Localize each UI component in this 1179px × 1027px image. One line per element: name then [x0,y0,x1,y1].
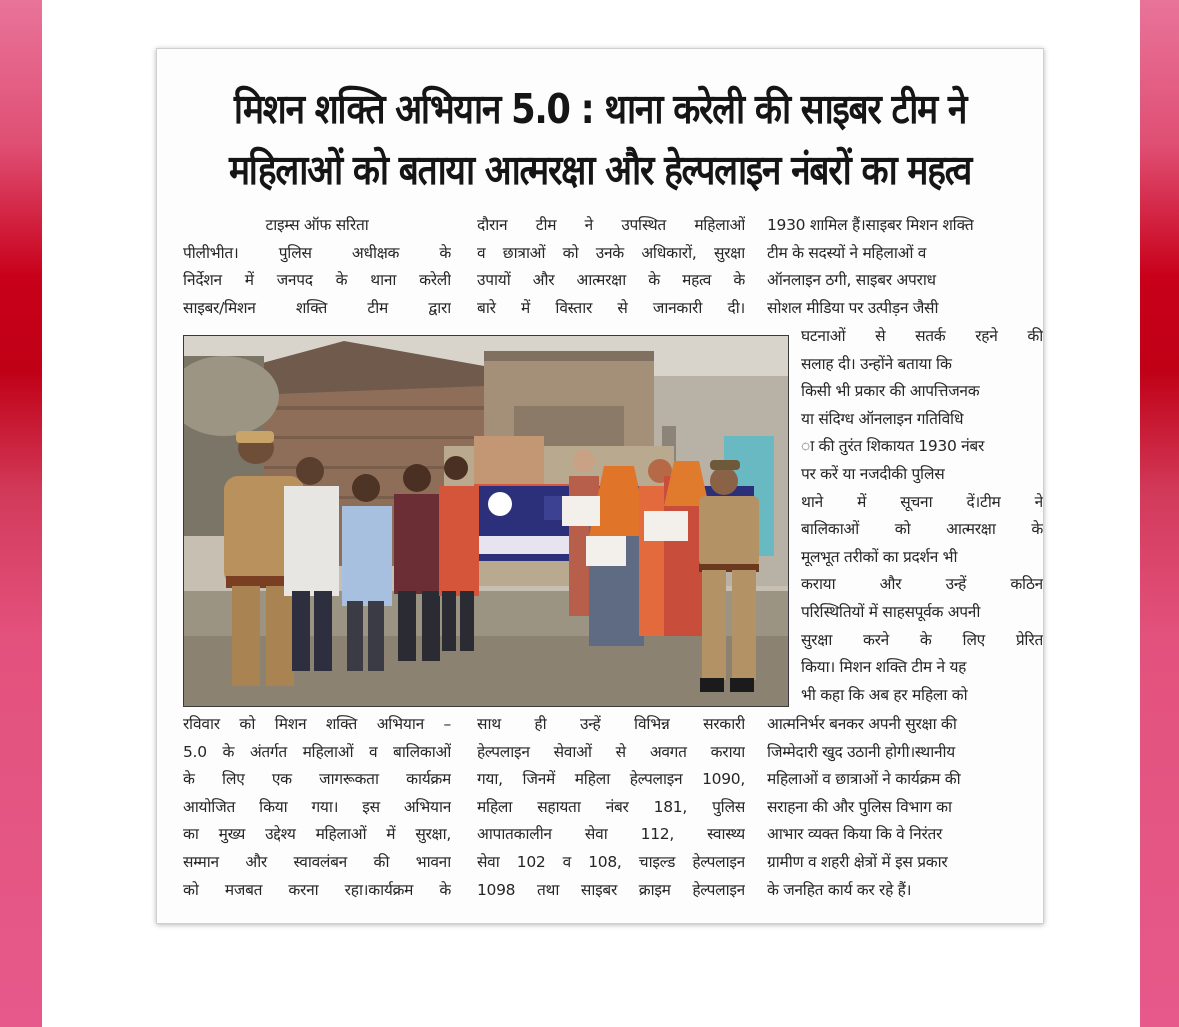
column-3-middle [801,323,1043,711]
text-line: टीम के सदस्यों ने महिलाओं व [767,243,927,262]
column-3-top [767,212,1043,324]
police-team-with-villagers-photo [184,336,788,706]
text-line: सराहना की और पुलिस विभाग का [767,797,952,816]
text-line: साइबर/मिशन शक्ति टीम द्वारा [183,298,451,317]
text-line: ग्रामीण व शहरी क्षेत्रों में इस प्रकार [767,852,948,871]
headline-line-1: मिशन शक्ति अभियान 5.0 : थाना करेली की साइबर टीम ने [233,85,967,133]
byline: टाइम्स ऑफ सरिता [265,216,369,234]
headline-line-2: महिलाओं को बताया आत्मरक्षा और हेल्पलाइन नंबरों का महत्व [228,146,972,194]
text-line: बालिकाओं को आत्मरक्षा के [801,520,1043,539]
text-line: को मजबत करना रहा।कार्यक्रम के [183,880,451,899]
text-line: निर्देशन में जनपद के थाना करेली [183,271,451,290]
text-line: पीलीभीत। पुलिस अधीक्षक के [183,243,451,262]
text-line: किया। मिशन शक्ति टीम ने यह [801,658,967,677]
text-line: गया, जिनमें महिला हेल्पलाइन 1090, [477,770,745,789]
text-line: व छात्राओं को उनके अधिकारों, सुरक्षा [477,243,745,262]
text-line: महिला सहायता नंबर 181, पुलिस [477,797,745,816]
news-photo [183,335,789,707]
text-line: आभार व्यक्त किया कि वे निरंतर [767,825,943,844]
column-3-bottom [767,711,1043,923]
text-line: का मुख्य उद्देश्य महिलाओं में सुरक्षा, [183,825,451,844]
text-line: आत्मनिर्भर बनकर अपनी सुरक्षा की [767,715,957,733]
text-line: आपातकालीन सेवा 112, स्वास्थ्य [477,825,745,844]
text-line: दौरान टीम ने उपस्थित महिलाओं [477,216,745,234]
text-line: भी कहा कि अब हर महिला को [801,685,968,704]
text-line: सलाह दी। उन्होंने बताया कि [801,354,952,373]
text-line: थाने में सूचना दें।टीम ने [801,492,1043,511]
text-line: 1098 तथा साइबर क्राइम हेल्पलाइन [477,880,745,899]
column-1-top [183,212,451,324]
text-line: जिम्मेदारी खुद उठानी होगी।स्थानीय [767,742,955,761]
text-line: के लिए एक जागरूकता कार्यक्रम [183,770,451,789]
text-line: सुरक्षा करने के लिए प्रेरित [801,630,1043,649]
column-2-top [477,212,745,324]
text-line: 5.0 के अंतर्गत महिलाओं व बालिकाओं [183,742,451,761]
text-line: 1930 शामिल हैं।साइबर मिशन शक्ति [767,216,974,234]
text-line: आयोजित किया गया। इस अभियान [183,797,451,816]
text-line: हेल्पलाइन सेवाओं से अवगत कराया [477,742,745,761]
text-line: ा की तुरंत शिकायत 1930 नंबर [801,437,985,456]
text-line: सेवा 102 व 108, चाइल्ड हेल्पलाइन [477,852,745,871]
text-line: सम्मान और स्वावलंबन की भावना [183,852,451,871]
text-line: कराया और उन्हें कठिन [801,575,1043,594]
text-line: रविवार को मिशन शक्ति अभियान – [183,715,451,733]
text-line: के जनहित कार्य कर रहे हैं। [767,880,912,899]
column-2-bottom [477,711,745,923]
article-headline [157,79,1043,201]
text-line: किसी भी प्रकार की आपत्तिजनक [801,382,980,401]
text-line: बारे में विस्तार से जानकारी दी। [477,298,745,317]
text-line: सोशल मीडिया पर उत्पीड़न जैसी [767,298,939,317]
column-1-bottom [183,711,451,923]
text-line: महिलाओं व छात्राओं ने कार्यक्रम की [767,770,961,789]
text-line: परिस्थितियों में साहसपूर्वक अपनी [801,602,981,621]
text-line: उपायों और आत्मरक्षा के महत्व के [477,271,745,290]
newspaper-clipping [156,48,1044,924]
text-line: घटनाओं से सतर्क रहने की [801,327,1043,345]
text-line: पर करें या नजदीकी पुलिस [801,464,945,483]
text-line: मूलभूत तरीकों का प्रदर्शन भी [801,547,958,566]
text-line: साथ ही उन्हें विभिन्न सरकारी [477,715,745,733]
text-line: ऑनलाइन ठगी, साइबर अपराध [767,271,936,290]
text-line: या संदिग्ध ऑनलाइन गतिविधि [801,409,964,428]
